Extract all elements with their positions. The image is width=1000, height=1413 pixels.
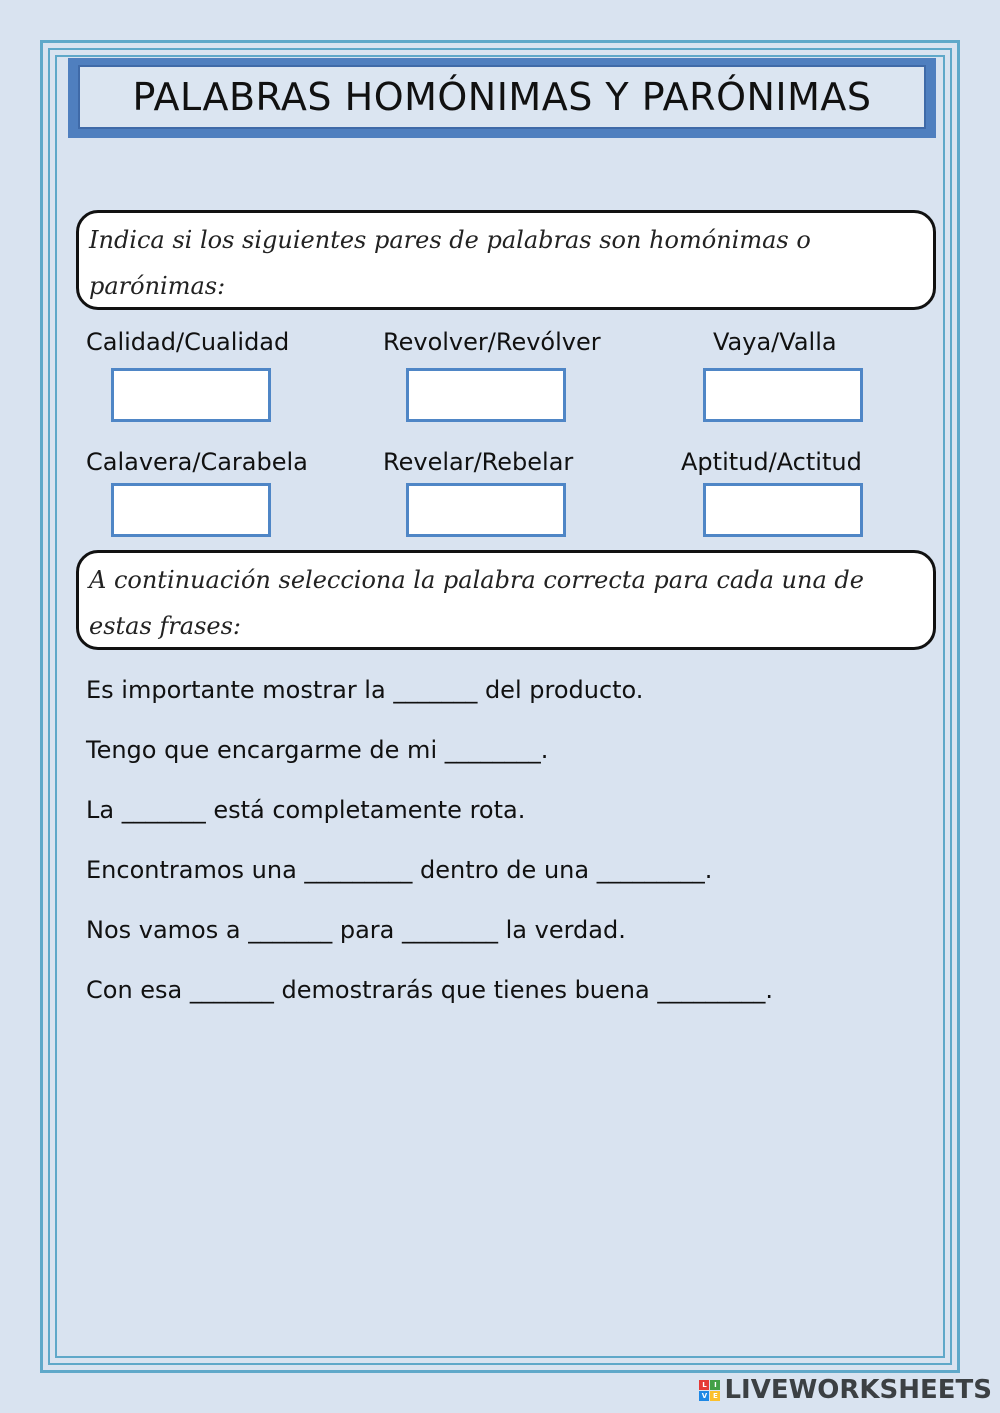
answer-box-aptitud-actitud[interactable] (703, 483, 863, 537)
page-title: PALABRAS HOMÓNIMAS Y PARÓNIMAS (78, 65, 926, 129)
blank-field[interactable]: _______ (393, 676, 478, 704)
sentence-6 (86, 976, 773, 1004)
sentence-text: . (765, 976, 773, 1004)
blank-field[interactable]: ________ (444, 736, 541, 764)
pair-label: Calidad/Cualidad (86, 328, 290, 356)
pair-label: Aptitud/Actitud (681, 448, 862, 476)
pair-label: Revelar/Rebelar (383, 448, 574, 476)
logo-mark-cell: I (710, 1380, 720, 1390)
sentence-text: Con esa (86, 976, 190, 1004)
sentence-text: del producto. (477, 676, 644, 704)
sentence-text: dentro de una (412, 856, 597, 884)
answer-box-calavera-carabela[interactable] (111, 483, 271, 537)
answer-box-revelar-rebelar[interactable] (406, 483, 566, 537)
sentence-text: Tengo que encargarme de mi (86, 736, 445, 764)
title-banner (68, 58, 936, 138)
answer-box-calidad-cualidad[interactable] (111, 368, 271, 422)
sentence-text: demostrarás que tienes buena (273, 976, 658, 1004)
pair-label: Calavera/Carabela (86, 448, 308, 476)
sentence-text: Es importante mostrar la (86, 676, 394, 704)
blank-field[interactable]: _______ (189, 976, 274, 1004)
instruction-homonyms: Indica si los siguientes pares de palabras son homónimas o parónimas: (76, 210, 936, 310)
pair-label: Vaya/Valla (713, 328, 837, 356)
sentence-text: . (540, 736, 549, 764)
sentence-5 (86, 916, 626, 944)
sentence-text: está completamente rota. (205, 796, 526, 824)
sentence-text: La (86, 796, 122, 824)
blank-field[interactable]: _______ (121, 796, 206, 824)
sentence-text: la verdad. (498, 916, 626, 944)
liveworksheets-mark-icon (699, 1380, 720, 1401)
answer-box-vaya-valla[interactable] (703, 368, 863, 422)
blank-field[interactable]: _______ (248, 916, 333, 944)
answer-box-revolver-revolver[interactable] (406, 368, 566, 422)
liveworksheets-logo (699, 1375, 992, 1405)
sentence-1 (86, 676, 643, 704)
logo-text: LIVEWORKSHEETS (724, 1375, 992, 1405)
blank-field[interactable]: ________ (402, 916, 498, 944)
blank-field[interactable]: _________ (304, 856, 413, 884)
sentence-3 (86, 796, 525, 824)
sentence-text: Encontramos una (86, 856, 305, 884)
sentence-text: para (332, 916, 402, 944)
sentence-text: . (704, 856, 713, 884)
blank-field[interactable]: _________ (657, 976, 766, 1004)
sentence-4 (86, 856, 712, 884)
sentence-text: Nos vamos a (86, 916, 249, 944)
sentence-2 (86, 736, 548, 764)
blank-field[interactable]: _________ (596, 856, 705, 884)
logo-mark-cell: L (699, 1380, 709, 1390)
pair-label: Revolver/Revólver (383, 328, 601, 356)
logo-mark-cell: E (710, 1391, 720, 1401)
instruction-select-word: A continuación selecciona la palabra correcta para cada una de estas frases: (76, 550, 936, 650)
logo-mark-cell: V (699, 1391, 709, 1401)
